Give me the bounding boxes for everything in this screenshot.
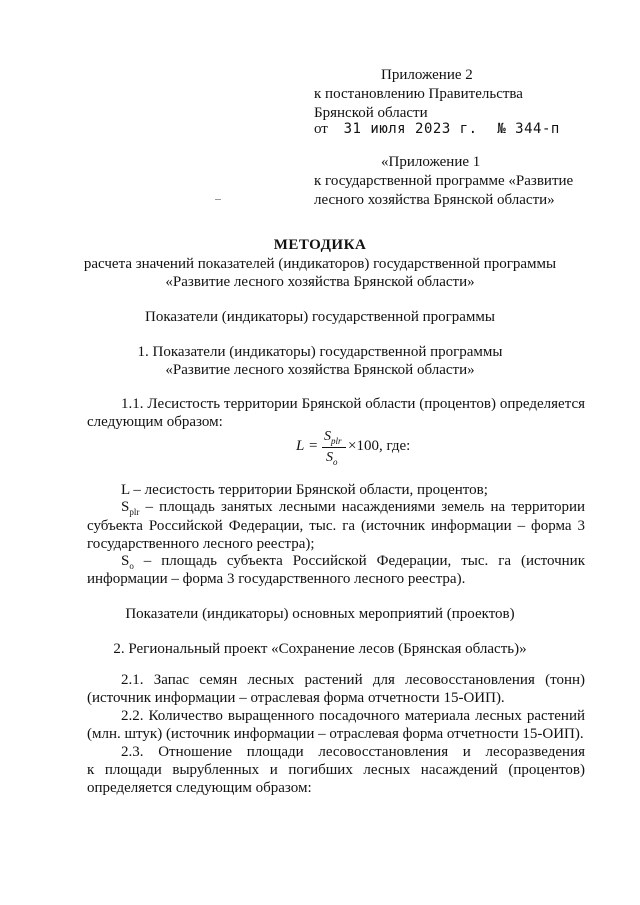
definition-splr-line2: субъекта Российской Федерации, тыс. га (источник информации – форма 3: [87, 518, 585, 534]
section-events-heading: Показатели (индикаторы) основных мероприятий (проектов): [125, 606, 515, 622]
sub-appendix: «Приложение 1: [381, 154, 481, 170]
region-line: Брянской области: [314, 105, 428, 121]
p2-3-line3: определяется следующим образом:: [87, 780, 312, 796]
date-line: [314, 120, 560, 139]
definition-splr-line1: $S_{plr}$ – площадь занятых лесными насаждениями земель на территории: [121, 499, 585, 517]
sub-appendix-line1: к государственной программе «Развитие: [314, 173, 574, 189]
formula-equals: =: [309, 438, 318, 454]
formula-lhs: L: [296, 438, 305, 454]
definition-so-line2: информации – форма 3 государственного лесного реестра).: [87, 571, 466, 587]
sub-appendix-line2: лесного хозяйства Брянской области»: [314, 192, 555, 208]
page-title: МЕТОДИКА: [273, 237, 367, 253]
definition-splr-line3: государственного лесного реестра);: [87, 536, 315, 552]
resolution-number: № 344-п: [497, 121, 560, 137]
definition-L: L – лесистость территории Брянской области, процентов;: [121, 482, 488, 498]
section-program-heading: Показатели (индикаторы) государственной программы: [145, 309, 495, 325]
from-label: от: [314, 121, 328, 137]
p2-3-line1: 2.3. Отношение площади лесовосстановления и лесоразведения: [121, 744, 585, 760]
formula-denominator: $S_o$: [326, 450, 338, 467]
p1-1-line2: следующим образом:: [87, 414, 223, 430]
stray-mark: [215, 199, 221, 200]
p2-1-line2: (источник информации – отраслевая форма отчетности 15-ОИП).: [87, 690, 505, 706]
title-line2: «Развитие лесного хозяйства Брянской области»: [165, 274, 475, 290]
p2-1-line1: 2.1. Запас семян лесных растений для лесовосстановления (тонн): [121, 672, 585, 688]
formula-rest: ×100, где:: [348, 438, 411, 454]
definition-so-line1: $S_o$ – площадь субъекта Российской Федерации, тыс. га (источник: [121, 553, 585, 571]
resolution-date: 31 июля 2023 г.: [343, 121, 478, 137]
resolution-line: к постановлению Правительства: [314, 86, 523, 102]
section2-heading: 2. Региональный проект «Сохранение лесов (Брянская область)»: [113, 641, 527, 657]
section1-heading-line1: 1. Показатели (индикаторы) государственной программы: [137, 344, 503, 360]
forestation-formula: [296, 428, 436, 468]
p2-3-line2: к площади вырубленных и погибших лесных насаждений (процентов): [87, 762, 585, 778]
appendix-number: Приложение 2: [381, 67, 473, 83]
title-line1: расчета значений показателей (индикаторов) государственной программы: [83, 256, 557, 272]
section1-heading-line2: «Развитие лесного хозяйства Брянской области»: [165, 362, 475, 378]
formula-numerator: $S_{plr}$: [324, 429, 342, 446]
p1-1-line1: 1.1. Лесистость территории Брянской области (процентов) определяется: [121, 396, 585, 412]
p2-2-line2: (млн. штук) (источник информации – отраслевая форма отчетности 15-ОИП).: [87, 726, 584, 742]
p2-2-line1: 2.2. Количество выращенного посадочного материала лесных растений: [121, 708, 585, 724]
